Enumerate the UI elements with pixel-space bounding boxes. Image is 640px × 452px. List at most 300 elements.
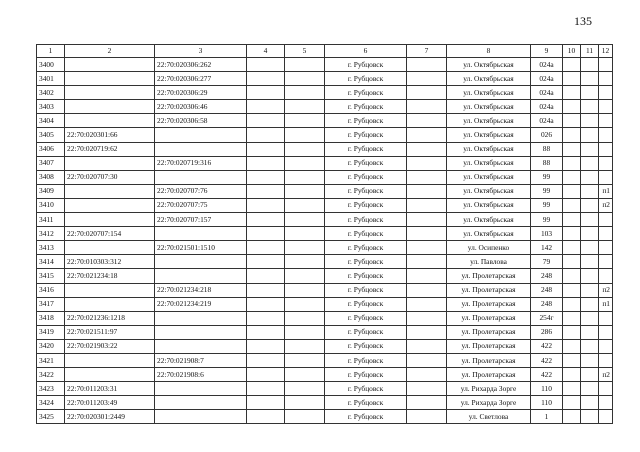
table-cell [247, 410, 285, 424]
table-cell: г. Рубцовск [325, 156, 407, 170]
table-cell [407, 353, 447, 367]
table-row [37, 170, 613, 184]
table-cell [407, 170, 447, 184]
table-cell: г. Рубцовск [325, 382, 407, 396]
table-cell [285, 128, 325, 142]
table-cell [407, 58, 447, 72]
table-cell: 3422 [37, 368, 65, 382]
table-cell: 22:70:021234:218 [155, 283, 247, 297]
table-cell: ул. Осипенко [447, 241, 531, 255]
table-cell [247, 382, 285, 396]
table-cell: ул. Светлова [447, 410, 531, 424]
table-cell [599, 269, 613, 283]
table-cell: 3423 [37, 382, 65, 396]
table-cell: 22:70:021903:22 [65, 339, 155, 353]
table-cell [407, 156, 447, 170]
table-cell: 3402 [37, 86, 65, 100]
table-cell: 3420 [37, 339, 65, 353]
page-number: 135 [574, 14, 592, 28]
table-cell: 22:70:021236:1218 [65, 311, 155, 325]
table-cell: ул. Пролетарская [447, 339, 531, 353]
table-cell: 422 [531, 353, 563, 367]
table-cell: г. Рубцовск [325, 170, 407, 184]
table-cell [407, 311, 447, 325]
table-cell [581, 184, 599, 198]
header-cell: 7 [407, 45, 447, 58]
table-row [37, 241, 613, 255]
header-cell: 9 [531, 45, 563, 58]
table-cell [285, 72, 325, 86]
table-cell [285, 184, 325, 198]
table-cell [155, 142, 247, 156]
table-cell: г. Рубцовск [325, 86, 407, 100]
table-cell: 3414 [37, 255, 65, 269]
table-cell [407, 128, 447, 142]
table-cell: ул. Октябрьская [447, 114, 531, 128]
table-cell: 3416 [37, 283, 65, 297]
table-cell [407, 86, 447, 100]
table-row [37, 114, 613, 128]
table-cell [407, 396, 447, 410]
table-cell [563, 142, 581, 156]
table-cell [407, 382, 447, 396]
table-cell: 22:70:021511:97 [65, 325, 155, 339]
table-cell [563, 410, 581, 424]
table-cell [155, 410, 247, 424]
table-cell: 22:70:021501:1510 [155, 241, 247, 255]
table-cell: 3410 [37, 198, 65, 212]
table-cell [563, 72, 581, 86]
header-cell: 6 [325, 45, 407, 58]
table-cell: 22:70:020301:2449 [65, 410, 155, 424]
table-cell [407, 339, 447, 353]
table-cell: ул. Пролетарская [447, 297, 531, 311]
table-cell: 3406 [37, 142, 65, 156]
table-row [37, 198, 613, 212]
table-cell [599, 382, 613, 396]
table-cell [247, 72, 285, 86]
table-cell [581, 269, 599, 283]
table-cell [581, 283, 599, 297]
table-cell: 024а [531, 100, 563, 114]
table-cell [65, 86, 155, 100]
table-cell [563, 283, 581, 297]
table-cell: ул. Октябрьская [447, 227, 531, 241]
table-cell [247, 325, 285, 339]
table-cell [581, 128, 599, 142]
table-cell [599, 227, 613, 241]
table-cell: 110 [531, 396, 563, 410]
table-cell: 1 [531, 410, 563, 424]
table-cell [581, 396, 599, 410]
table-cell: п1 [599, 184, 613, 198]
table-cell: г. Рубцовск [325, 227, 407, 241]
table-cell [285, 269, 325, 283]
table-cell [407, 213, 447, 227]
table-cell [563, 339, 581, 353]
table-row [37, 213, 613, 227]
table-cell [285, 339, 325, 353]
table-cell: 22:70:011203:49 [65, 396, 155, 410]
table-cell [407, 142, 447, 156]
table-cell: г. Рубцовск [325, 100, 407, 114]
table-cell: 3411 [37, 213, 65, 227]
table-cell: 3407 [37, 156, 65, 170]
table-cell [407, 325, 447, 339]
table-cell: г. Рубцовск [325, 213, 407, 227]
table-cell: 22:70:020719:316 [155, 156, 247, 170]
table-cell [563, 396, 581, 410]
table-cell: 22:70:020707:76 [155, 184, 247, 198]
header-cell: 4 [247, 45, 285, 58]
table-row [37, 128, 613, 142]
table-cell: 22:70:021234:18 [65, 269, 155, 283]
table-cell [563, 198, 581, 212]
table-cell: г. Рубцовск [325, 58, 407, 72]
table-cell [599, 72, 613, 86]
table-row [37, 72, 613, 86]
table-row [37, 227, 613, 241]
table-cell: 248 [531, 283, 563, 297]
table-cell [285, 353, 325, 367]
table-cell [247, 142, 285, 156]
table-row [37, 396, 613, 410]
table-cell [563, 241, 581, 255]
table-row [37, 86, 613, 100]
table-cell [247, 241, 285, 255]
table-cell: ул. Октябрьская [447, 128, 531, 142]
table-cell: 422 [531, 339, 563, 353]
table-cell: ул. Октябрьская [447, 100, 531, 114]
table-cell [285, 114, 325, 128]
table-cell [247, 368, 285, 382]
table-cell [285, 241, 325, 255]
header-cell: 5 [285, 45, 325, 58]
table-cell: 22:70:020306:29 [155, 86, 247, 100]
table-cell: ул. Рихарда Зорге [447, 396, 531, 410]
table-cell [563, 368, 581, 382]
table-row [37, 339, 613, 353]
table-row [37, 311, 613, 325]
table-row [37, 100, 613, 114]
table-cell [563, 58, 581, 72]
table-cell: ул. Октябрьская [447, 86, 531, 100]
table-row [37, 325, 613, 339]
table-cell: 254г [531, 311, 563, 325]
table-cell [285, 227, 325, 241]
table-cell: 3417 [37, 297, 65, 311]
table-cell: г. Рубцовск [325, 297, 407, 311]
table-cell [247, 227, 285, 241]
table-cell: 3404 [37, 114, 65, 128]
table-cell [581, 255, 599, 269]
table-cell [285, 198, 325, 212]
table-cell: ул. Пролетарская [447, 269, 531, 283]
table-cell: ул. Пролетарская [447, 353, 531, 367]
table-cell: 22:70:020707:75 [155, 198, 247, 212]
table-cell [563, 184, 581, 198]
register-table [36, 44, 613, 424]
table-cell [599, 128, 613, 142]
table-cell [247, 114, 285, 128]
table-cell: 248 [531, 269, 563, 283]
table-cell [285, 86, 325, 100]
table-cell [581, 72, 599, 86]
table-cell: ул. Октябрьская [447, 213, 531, 227]
table-cell [599, 353, 613, 367]
table-cell [247, 100, 285, 114]
table-cell: 286 [531, 325, 563, 339]
table-cell [407, 297, 447, 311]
table-cell: ул. Пролетарская [447, 325, 531, 339]
table-cell [285, 311, 325, 325]
table-cell: 99 [531, 198, 563, 212]
table-cell [155, 128, 247, 142]
table-cell [407, 198, 447, 212]
table-cell: 88 [531, 142, 563, 156]
table-cell [247, 86, 285, 100]
table-cell [581, 297, 599, 311]
table-cell: 22:70:020707:154 [65, 227, 155, 241]
table-cell [65, 368, 155, 382]
table-cell [407, 368, 447, 382]
table-cell: п2 [599, 368, 613, 382]
table-cell [407, 255, 447, 269]
table-cell [407, 184, 447, 198]
table-row [37, 184, 613, 198]
table-cell: 22:70:020306:58 [155, 114, 247, 128]
table-cell: г. Рубцовск [325, 311, 407, 325]
table-cell: 22:70:021908:6 [155, 368, 247, 382]
table-cell: 3409 [37, 184, 65, 198]
table-cell [285, 410, 325, 424]
table-cell [407, 410, 447, 424]
table-cell: 103 [531, 227, 563, 241]
table-cell: г. Рубцовск [325, 368, 407, 382]
table-cell: 3400 [37, 58, 65, 72]
table-cell [581, 142, 599, 156]
table-cell [581, 170, 599, 184]
table-cell: 3424 [37, 396, 65, 410]
table-row [37, 297, 613, 311]
table-cell [247, 297, 285, 311]
table-cell [155, 325, 247, 339]
table-cell [407, 100, 447, 114]
table-cell: г. Рубцовск [325, 353, 407, 367]
table-cell [65, 241, 155, 255]
table-cell: 3425 [37, 410, 65, 424]
table-cell [65, 156, 155, 170]
table-cell [581, 311, 599, 325]
table-cell: г. Рубцовск [325, 410, 407, 424]
table-cell [285, 156, 325, 170]
table-cell [155, 311, 247, 325]
table-cell: г. Рубцовск [325, 114, 407, 128]
table-cell [581, 114, 599, 128]
header-row [37, 45, 613, 58]
table-cell [285, 58, 325, 72]
table-cell [563, 269, 581, 283]
table-cell: г. Рубцовск [325, 255, 407, 269]
table-cell [563, 100, 581, 114]
table-cell: ул. Октябрьская [447, 170, 531, 184]
table-cell [407, 227, 447, 241]
table-cell: г. Рубцовск [325, 339, 407, 353]
table-cell: 3415 [37, 269, 65, 283]
table-cell: 422 [531, 368, 563, 382]
table-cell: г. Рубцовск [325, 269, 407, 283]
table-cell [599, 100, 613, 114]
table-row [37, 283, 613, 297]
table-cell: 79 [531, 255, 563, 269]
table-cell [247, 255, 285, 269]
table-cell [599, 156, 613, 170]
table-cell [599, 170, 613, 184]
table-cell [247, 213, 285, 227]
table-cell [65, 58, 155, 72]
table-cell: 99 [531, 170, 563, 184]
table-cell [247, 170, 285, 184]
table-cell [247, 128, 285, 142]
table-cell [599, 114, 613, 128]
table-cell [563, 156, 581, 170]
table-cell: 22:70:020306:262 [155, 58, 247, 72]
table-cell: ул. Павлова [447, 255, 531, 269]
header-cell: 2 [65, 45, 155, 58]
table-cell [563, 213, 581, 227]
table-cell [407, 114, 447, 128]
table-cell: г. Рубцовск [325, 198, 407, 212]
table-cell: 3421 [37, 353, 65, 367]
table-cell [581, 368, 599, 382]
table-cell: г. Рубцовск [325, 72, 407, 86]
table-row [37, 410, 613, 424]
table-row [37, 255, 613, 269]
table-cell [247, 58, 285, 72]
table-cell: 024а [531, 72, 563, 86]
table-cell [581, 241, 599, 255]
table-cell: ул. Октябрьская [447, 184, 531, 198]
table-cell [285, 368, 325, 382]
table-cell [247, 198, 285, 212]
table-cell [65, 283, 155, 297]
table-cell [247, 311, 285, 325]
table-cell: 22:70:020306:46 [155, 100, 247, 114]
table-cell: 024а [531, 58, 563, 72]
table-cell [581, 227, 599, 241]
table-cell [247, 339, 285, 353]
table-cell: г. Рубцовск [325, 283, 407, 297]
table-cell [247, 156, 285, 170]
table-cell [65, 297, 155, 311]
table-cell [581, 339, 599, 353]
table-cell [599, 241, 613, 255]
table-cell: 3418 [37, 311, 65, 325]
table-row [37, 58, 613, 72]
table-cell [599, 58, 613, 72]
table-cell [285, 325, 325, 339]
table-row [37, 382, 613, 396]
table-cell [285, 297, 325, 311]
table-cell: г. Рубцовск [325, 128, 407, 142]
table-cell: 3413 [37, 241, 65, 255]
table-cell: 3419 [37, 325, 65, 339]
table-cell: 88 [531, 156, 563, 170]
table-cell [407, 269, 447, 283]
table-cell: 026 [531, 128, 563, 142]
table-cell: ул. Пролетарская [447, 368, 531, 382]
table-cell [285, 283, 325, 297]
table-cell [581, 100, 599, 114]
table-cell: ул. Октябрьская [447, 72, 531, 86]
table-cell [155, 170, 247, 184]
table-row [37, 269, 613, 283]
header-cell: 1 [37, 45, 65, 58]
table-cell [65, 72, 155, 86]
table-cell [155, 339, 247, 353]
table-cell [407, 241, 447, 255]
table-cell: 22:70:020306:277 [155, 72, 247, 86]
table-cell [563, 128, 581, 142]
table-cell [599, 396, 613, 410]
table-cell: 024а [531, 114, 563, 128]
table-cell [599, 213, 613, 227]
table-cell: г. Рубцовск [325, 325, 407, 339]
table-cell [563, 325, 581, 339]
table-cell: 22:70:010303:312 [65, 255, 155, 269]
table-cell [563, 255, 581, 269]
table-cell [155, 227, 247, 241]
table-cell: ул. Рихарда Зорге [447, 382, 531, 396]
table-cell: 142 [531, 241, 563, 255]
header-cell: 12 [599, 45, 613, 58]
table-cell [65, 353, 155, 367]
table-cell: 22:70:020707:157 [155, 213, 247, 227]
table-row [37, 142, 613, 156]
table-cell: 3408 [37, 170, 65, 184]
table-cell: 22:70:021908:7 [155, 353, 247, 367]
table-cell: 248 [531, 297, 563, 311]
table-cell [155, 269, 247, 283]
table-cell [285, 213, 325, 227]
table-cell [285, 382, 325, 396]
header-cell: 8 [447, 45, 531, 58]
table-cell [247, 353, 285, 367]
table-cell [155, 255, 247, 269]
table-cell: п2 [599, 283, 613, 297]
table-cell [247, 269, 285, 283]
table-row [37, 368, 613, 382]
table-cell [563, 114, 581, 128]
table-cell: 22:70:011203:31 [65, 382, 155, 396]
table-cell: ул. Октябрьская [447, 58, 531, 72]
table-cell [599, 339, 613, 353]
table-cell [285, 255, 325, 269]
table-cell [247, 184, 285, 198]
table-cell: 024а [531, 86, 563, 100]
table-cell [155, 382, 247, 396]
table-cell: 99 [531, 184, 563, 198]
table-cell: 99 [531, 213, 563, 227]
table-cell [65, 213, 155, 227]
table-cell: г. Рубцовск [325, 396, 407, 410]
table-cell [65, 100, 155, 114]
table-cell [581, 410, 599, 424]
table-cell: 3412 [37, 227, 65, 241]
header-cell: 3 [155, 45, 247, 58]
header-cell: 10 [563, 45, 581, 58]
table-row [37, 353, 613, 367]
